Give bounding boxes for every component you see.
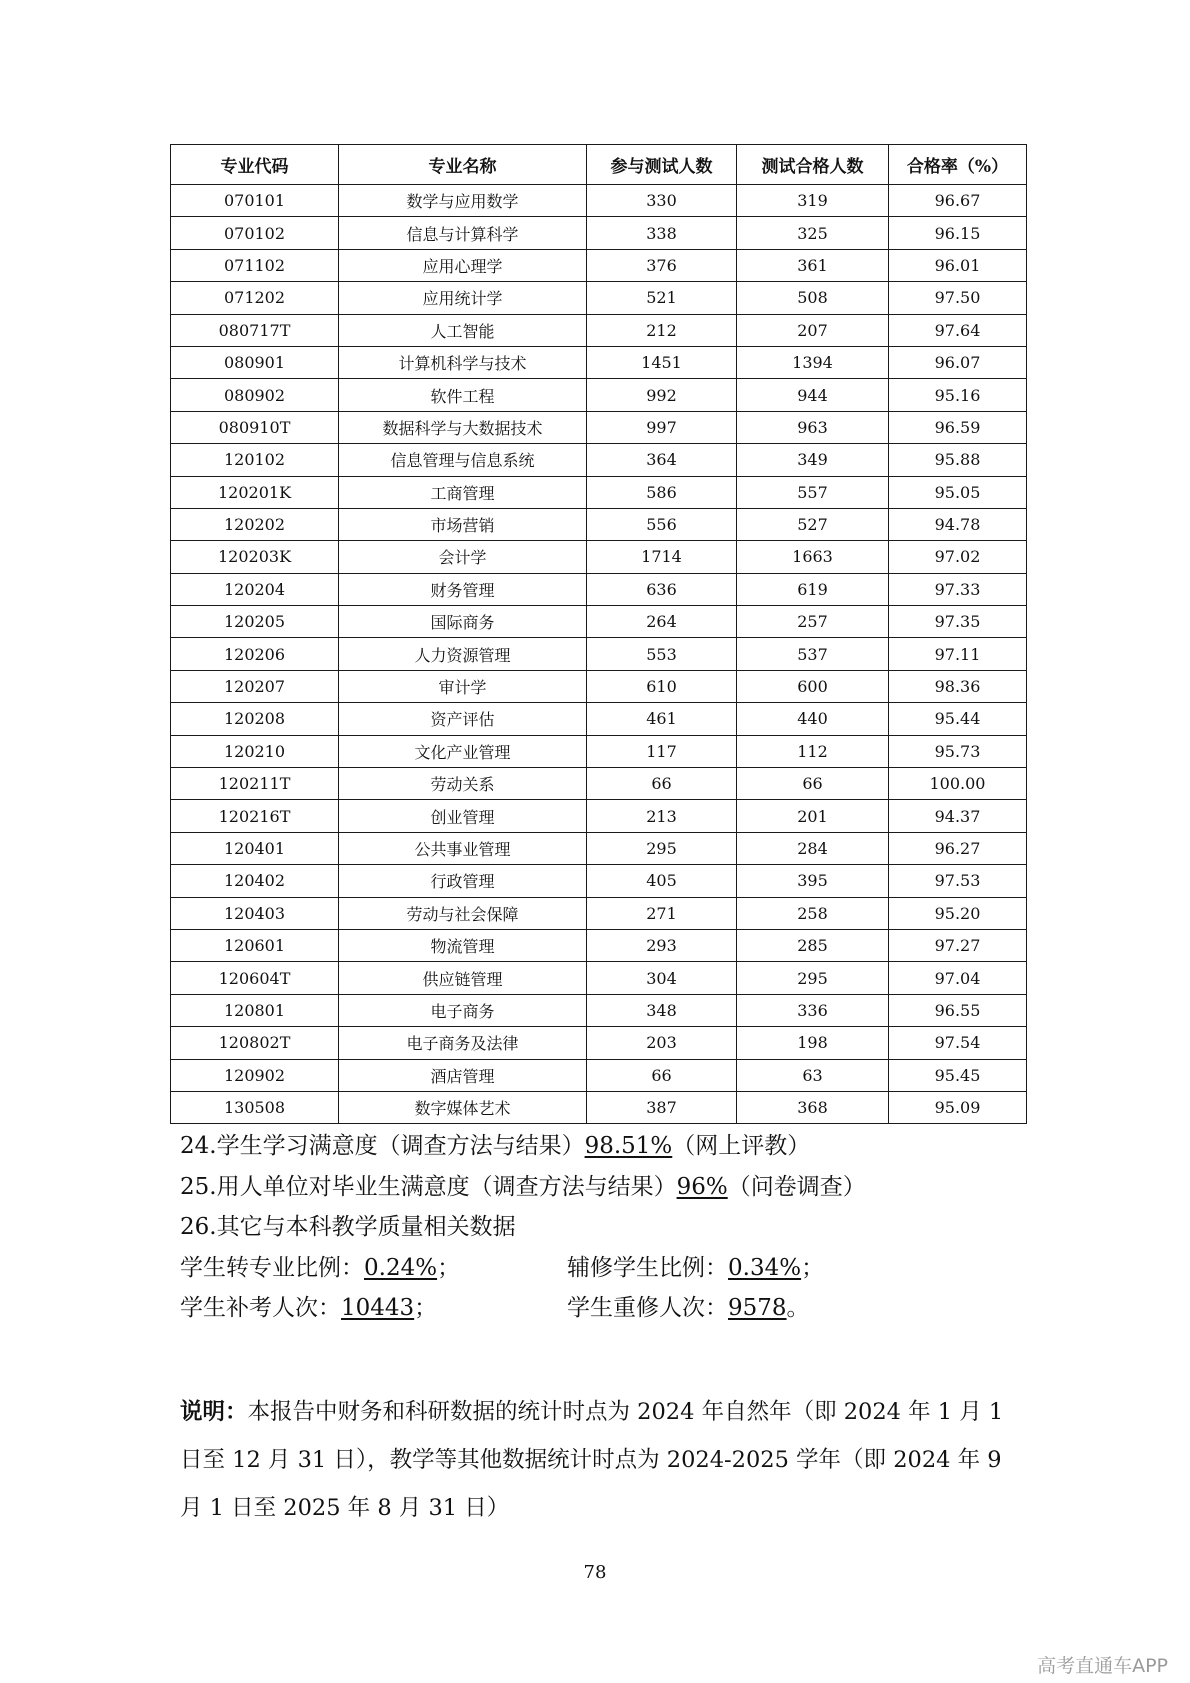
cell-major-code: 071102 — [171, 249, 339, 281]
cell-tested-count: 405 — [587, 865, 737, 897]
cell-tested-count: 387 — [587, 1091, 737, 1123]
table-row — [171, 282, 1027, 314]
stat-retake-value: 9578 — [728, 1295, 787, 1321]
header-tested-count: 参与测试人数 — [587, 145, 737, 185]
cell-major-name: 国际商务 — [339, 606, 587, 638]
cell-major-code: 130508 — [171, 1091, 339, 1123]
cell-tested-count: 117 — [587, 735, 737, 767]
stat-row-1 — [180, 1248, 1040, 1289]
cell-passed-count: 527 — [737, 508, 889, 540]
cell-pass-rate: 97.54 — [889, 1027, 1027, 1059]
cell-tested-count: 364 — [587, 444, 737, 476]
note-label: 说明： — [180, 1399, 248, 1425]
cell-major-code: 120205 — [171, 606, 339, 638]
table-row — [171, 800, 1027, 832]
cell-major-name: 物流管理 — [339, 929, 587, 961]
cell-pass-rate: 97.64 — [889, 314, 1027, 346]
cell-pass-rate: 97.04 — [889, 962, 1027, 994]
table-row — [171, 346, 1027, 378]
item-24-suffix: （网上评教） — [672, 1133, 811, 1159]
stat-minor-end: ； — [801, 1254, 825, 1281]
table-row — [171, 670, 1027, 702]
cell-major-name: 数学与应用数学 — [339, 185, 587, 217]
stat-transfer — [180, 1248, 567, 1289]
cell-tested-count: 1451 — [587, 346, 737, 378]
cell-pass-rate: 96.59 — [889, 411, 1027, 443]
cell-pass-rate: 95.44 — [889, 703, 1027, 735]
table-row — [171, 962, 1027, 994]
table-row — [171, 638, 1027, 670]
pass-rate-table — [170, 144, 1027, 1124]
cell-tested-count: 556 — [587, 508, 737, 540]
table-row — [171, 314, 1027, 346]
cell-pass-rate: 97.27 — [889, 929, 1027, 961]
table-row — [171, 1059, 1027, 1091]
cell-major-name: 会计学 — [339, 541, 587, 573]
cell-passed-count: 508 — [737, 282, 889, 314]
table-body — [171, 185, 1027, 1124]
cell-tested-count: 636 — [587, 573, 737, 605]
cell-pass-rate: 95.05 — [889, 476, 1027, 508]
cell-tested-count: 553 — [587, 638, 737, 670]
table-row — [171, 1091, 1027, 1123]
cell-pass-rate: 95.45 — [889, 1059, 1027, 1091]
stat-retake-end: 。 — [786, 1295, 810, 1321]
cell-passed-count: 963 — [737, 411, 889, 443]
cell-passed-count: 258 — [737, 897, 889, 929]
cell-passed-count: 336 — [737, 994, 889, 1026]
cell-major-name: 人工智能 — [339, 314, 587, 346]
cell-major-name: 应用统计学 — [339, 282, 587, 314]
cell-pass-rate: 95.09 — [889, 1091, 1027, 1123]
cell-major-code: 120102 — [171, 444, 339, 476]
cell-major-code: 120201K — [171, 476, 339, 508]
table-row — [171, 703, 1027, 735]
cell-major-code: 080910T — [171, 411, 339, 443]
item-25-employer-satisfaction — [180, 1167, 1040, 1208]
table-row — [171, 897, 1027, 929]
cell-major-code: 120403 — [171, 897, 339, 929]
page-number: 78 — [583, 1562, 607, 1583]
cell-passed-count: 257 — [737, 606, 889, 638]
item-26-title: 26.其它与本科教学质量相关数据 — [180, 1214, 516, 1240]
cell-major-code: 120216T — [171, 800, 339, 832]
cell-tested-count: 304 — [587, 962, 737, 994]
cell-tested-count: 1714 — [587, 541, 737, 573]
stat-makeup — [180, 1288, 567, 1329]
cell-tested-count: 213 — [587, 800, 737, 832]
cell-tested-count: 330 — [587, 185, 737, 217]
cell-passed-count: 349 — [737, 444, 889, 476]
cell-passed-count: 207 — [737, 314, 889, 346]
header-major-name: 专业名称 — [339, 145, 587, 185]
cell-passed-count: 600 — [737, 670, 889, 702]
cell-pass-rate: 97.02 — [889, 541, 1027, 573]
stat-minor-value: 0.34% — [728, 1254, 802, 1281]
cell-major-name: 数据科学与大数据技术 — [339, 411, 587, 443]
stat-transfer-value: 0.24% — [364, 1254, 438, 1281]
cell-pass-rate: 100.00 — [889, 768, 1027, 800]
cell-pass-rate: 97.11 — [889, 638, 1027, 670]
cell-passed-count: 325 — [737, 217, 889, 249]
cell-major-code: 120203K — [171, 541, 339, 573]
cell-tested-count: 203 — [587, 1027, 737, 1059]
item-25-suffix: （问卷调查） — [727, 1173, 866, 1200]
explanation-note — [180, 1388, 1028, 1532]
cell-major-name: 供应链管理 — [339, 962, 587, 994]
cell-major-code: 120801 — [171, 994, 339, 1026]
cell-passed-count: 201 — [737, 800, 889, 832]
cell-major-name: 行政管理 — [339, 865, 587, 897]
cell-major-code: 120208 — [171, 703, 339, 735]
cell-pass-rate: 95.20 — [889, 897, 1027, 929]
cell-pass-rate: 98.36 — [889, 670, 1027, 702]
cell-major-code: 070101 — [171, 185, 339, 217]
stat-transfer-label: 学生转专业比例： — [180, 1254, 364, 1281]
stat-minor-label: 辅修学生比例： — [567, 1254, 728, 1281]
cell-pass-rate: 97.53 — [889, 865, 1027, 897]
cell-pass-rate: 96.07 — [889, 346, 1027, 378]
cell-major-code: 120601 — [171, 929, 339, 961]
cell-pass-rate: 96.55 — [889, 994, 1027, 1026]
table-row — [171, 217, 1027, 249]
cell-pass-rate: 97.50 — [889, 282, 1027, 314]
item-24-prefix: 24.学生学习满意度（调查方法与结果） — [180, 1133, 585, 1159]
cell-major-name: 人力资源管理 — [339, 638, 587, 670]
cell-tested-count: 338 — [587, 217, 737, 249]
cell-major-code: 080717T — [171, 314, 339, 346]
cell-tested-count: 293 — [587, 929, 737, 961]
table-row — [171, 411, 1027, 443]
cell-tested-count: 271 — [587, 897, 737, 929]
cell-major-code: 120210 — [171, 735, 339, 767]
table-row — [171, 768, 1027, 800]
cell-passed-count: 537 — [737, 638, 889, 670]
cell-major-name: 审计学 — [339, 670, 587, 702]
table-row — [171, 573, 1027, 605]
stat-makeup-end: ； — [414, 1295, 438, 1321]
cell-major-name: 创业管理 — [339, 800, 587, 832]
stat-minor — [567, 1248, 824, 1289]
cell-major-name: 软件工程 — [339, 379, 587, 411]
cell-major-code: 120202 — [171, 508, 339, 540]
item-25-value: 96% — [676, 1173, 728, 1200]
cell-passed-count: 944 — [737, 379, 889, 411]
cell-major-code: 120211T — [171, 768, 339, 800]
stat-retake — [567, 1288, 810, 1329]
table-row — [171, 444, 1027, 476]
watermark: 高考直通车APP — [1037, 1655, 1168, 1677]
cell-passed-count: 440 — [737, 703, 889, 735]
cell-passed-count: 1394 — [737, 346, 889, 378]
cell-pass-rate: 95.16 — [889, 379, 1027, 411]
note-text: 本报告中财务和科研数据的统计时点为 2024 年自然年（即 2024 年 1 月 1 日至 12 月 31 日），教学等其他数据统计时点为 2024-2025 学年（即 2024 年 9 月 1 日至 2025 年 8 月 31 日） — [180, 1399, 1004, 1521]
cell-major-name: 文化产业管理 — [339, 735, 587, 767]
header-passed-count: 测试合格人数 — [737, 145, 889, 185]
cell-major-code: 120207 — [171, 670, 339, 702]
cell-major-code: 080901 — [171, 346, 339, 378]
stat-row-2 — [180, 1288, 1040, 1329]
stat-makeup-value: 10443 — [341, 1295, 415, 1321]
table-row — [171, 929, 1027, 961]
cell-major-name: 劳动与社会保障 — [339, 897, 587, 929]
cell-major-name: 信息管理与信息系统 — [339, 444, 587, 476]
table-row — [171, 735, 1027, 767]
table-row — [171, 379, 1027, 411]
item-24-value: 98.51% — [584, 1133, 673, 1159]
item-25-prefix: 25.用人单位对毕业生满意度（调查方法与结果） — [180, 1173, 677, 1200]
cell-major-code: 120604T — [171, 962, 339, 994]
cell-tested-count: 586 — [587, 476, 737, 508]
cell-pass-rate: 95.88 — [889, 444, 1027, 476]
cell-major-name: 市场营销 — [339, 508, 587, 540]
cell-pass-rate: 94.37 — [889, 800, 1027, 832]
cell-tested-count: 610 — [587, 670, 737, 702]
cell-passed-count: 619 — [737, 573, 889, 605]
cell-major-name: 劳动关系 — [339, 768, 587, 800]
cell-pass-rate: 94.78 — [889, 508, 1027, 540]
cell-tested-count: 376 — [587, 249, 737, 281]
cell-tested-count: 997 — [587, 411, 737, 443]
cell-major-name: 财务管理 — [339, 573, 587, 605]
cell-major-name: 数字媒体艺术 — [339, 1091, 587, 1123]
table-row — [171, 541, 1027, 573]
cell-passed-count: 66 — [737, 768, 889, 800]
cell-passed-count: 368 — [737, 1091, 889, 1123]
cell-tested-count: 212 — [587, 314, 737, 346]
cell-passed-count: 285 — [737, 929, 889, 961]
table-header-row — [171, 145, 1027, 185]
cell-passed-count: 361 — [737, 249, 889, 281]
cell-tested-count: 66 — [587, 768, 737, 800]
cell-passed-count: 295 — [737, 962, 889, 994]
cell-major-code: 120902 — [171, 1059, 339, 1091]
cell-tested-count: 348 — [587, 994, 737, 1026]
cell-major-code: 120802T — [171, 1027, 339, 1059]
header-major-code: 专业代码 — [171, 145, 339, 185]
cell-major-code: 120206 — [171, 638, 339, 670]
table-row — [171, 832, 1027, 864]
cell-pass-rate: 96.67 — [889, 185, 1027, 217]
cell-tested-count: 461 — [587, 703, 737, 735]
cell-passed-count: 112 — [737, 735, 889, 767]
header-pass-rate: 合格率（%） — [889, 145, 1027, 185]
cell-major-name: 计算机科学与技术 — [339, 346, 587, 378]
cell-passed-count: 319 — [737, 185, 889, 217]
cell-passed-count: 1663 — [737, 541, 889, 573]
table-row — [171, 508, 1027, 540]
cell-major-code: 070102 — [171, 217, 339, 249]
cell-major-code: 120204 — [171, 573, 339, 605]
cell-major-name: 酒店管理 — [339, 1059, 587, 1091]
table-row — [171, 249, 1027, 281]
cell-major-name: 资产评估 — [339, 703, 587, 735]
cell-major-code: 080902 — [171, 379, 339, 411]
cell-tested-count: 264 — [587, 606, 737, 638]
cell-major-code: 120402 — [171, 865, 339, 897]
quality-items — [180, 1126, 1040, 1329]
cell-major-code: 071202 — [171, 282, 339, 314]
cell-tested-count: 295 — [587, 832, 737, 864]
cell-major-name: 工商管理 — [339, 476, 587, 508]
cell-pass-rate: 96.01 — [889, 249, 1027, 281]
cell-passed-count: 557 — [737, 476, 889, 508]
cell-pass-rate: 97.35 — [889, 606, 1027, 638]
cell-major-name: 信息与计算科学 — [339, 217, 587, 249]
table-row — [171, 865, 1027, 897]
table-row — [171, 185, 1027, 217]
item-24-satisfaction — [180, 1126, 1040, 1167]
cell-major-name: 公共事业管理 — [339, 832, 587, 864]
cell-pass-rate: 96.27 — [889, 832, 1027, 864]
cell-passed-count: 395 — [737, 865, 889, 897]
cell-tested-count: 66 — [587, 1059, 737, 1091]
cell-passed-count: 63 — [737, 1059, 889, 1091]
stat-transfer-end: ； — [437, 1254, 461, 1281]
cell-pass-rate: 97.33 — [889, 573, 1027, 605]
cell-pass-rate: 95.73 — [889, 735, 1027, 767]
cell-major-name: 电子商务及法律 — [339, 1027, 587, 1059]
table-row — [171, 476, 1027, 508]
stat-makeup-label: 学生补考人次： — [180, 1295, 341, 1321]
table-row — [171, 1027, 1027, 1059]
cell-major-name: 电子商务 — [339, 994, 587, 1026]
cell-tested-count: 521 — [587, 282, 737, 314]
cell-tested-count: 992 — [587, 379, 737, 411]
table-row — [171, 994, 1027, 1026]
cell-major-name: 应用心理学 — [339, 249, 587, 281]
stat-retake-label: 学生重修人次： — [567, 1295, 728, 1321]
cell-major-code: 120401 — [171, 832, 339, 864]
cell-passed-count: 284 — [737, 832, 889, 864]
table-row — [171, 606, 1027, 638]
cell-pass-rate: 96.15 — [889, 217, 1027, 249]
cell-passed-count: 198 — [737, 1027, 889, 1059]
